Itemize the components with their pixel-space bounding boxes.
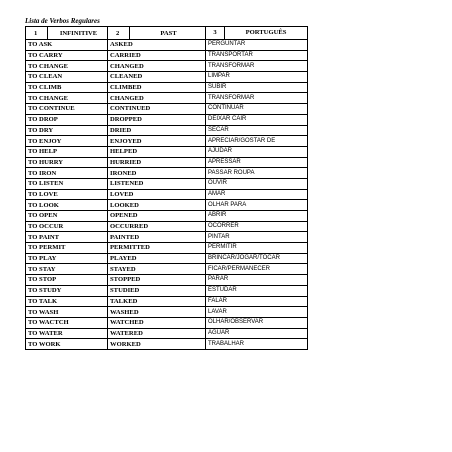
infinitive-cell: TO CHANGE [26,93,108,104]
portugues-cell: OUVIR [206,178,308,189]
header-portugues: PORTUGUÊS [245,29,287,36]
portugues-cell: TRANSFORMAR [206,93,308,104]
infinitive-cell: TO STOP [26,275,108,286]
past-cell: ASKED [108,40,206,51]
table-row [26,136,308,147]
document-page [25,17,307,350]
table-row [26,189,308,200]
table-row [26,168,308,179]
infinitive-cell: TO DROP [26,114,108,125]
portugues-cell: PERMITIR [206,243,308,254]
table-row [26,114,308,125]
infinitive-cell: TO STUDY [26,285,108,296]
portugues-cell: ESTUDAR [206,285,308,296]
past-cell: PERMITTED [108,243,206,254]
table-row [26,157,308,168]
past-cell: IRONED [108,168,206,179]
table-row [26,328,308,339]
header-number-1: 1 [26,27,48,40]
portugues-cell: OLHAR/OBSERVAR [206,317,308,328]
header-past: PAST [130,27,206,40]
table-row [26,232,308,243]
portugues-cell: PARAR [206,275,308,286]
past-cell: LOOKED [108,200,206,211]
past-cell: WATERED [108,328,206,339]
infinitive-cell: TO PERMIT [26,243,108,254]
table-row [26,243,308,254]
past-cell: HELPED [108,146,206,157]
past-cell: CONTINUED [108,104,206,115]
portugues-cell: APRESSAR [206,157,308,168]
infinitive-cell: TO HURRY [26,157,108,168]
past-cell: DRIED [108,125,206,136]
past-cell: CLEANED [108,72,206,83]
infinitive-cell: TO HELP [26,146,108,157]
infinitive-cell: TO STAY [26,264,108,275]
infinitive-cell: TO DRY [26,125,108,136]
infinitive-cell: TO WATER [26,328,108,339]
header-infinitive: INFINITIVE [48,27,108,40]
verbs-table [25,26,308,350]
infinitive-cell: TO CARRY [26,50,108,61]
portugues-cell: DEIXAR CAIR [206,114,308,125]
past-cell: HURRIED [108,157,206,168]
table-row [26,104,308,115]
portugues-cell: PASSAR ROUPA [206,168,308,179]
table-row [26,82,308,93]
header-number-3: 3 [206,27,225,39]
infinitive-cell: TO IRON [26,168,108,179]
past-cell: CHANGED [108,93,206,104]
portugues-cell: TRANSFORMAR [206,61,308,72]
portugues-cell: LAVAR [206,307,308,318]
infinitive-cell: TO CLEAN [26,72,108,83]
past-cell: TALKED [108,296,206,307]
portugues-cell: BRINCAR/JOGAR/TOCAR [206,253,308,264]
infinitive-cell: TO PAINT [26,232,108,243]
infinitive-cell: TO TALK [26,296,108,307]
table-row [26,307,308,318]
portugues-cell: SUBIR [206,82,308,93]
infinitive-cell: TO OCCUR [26,221,108,232]
infinitive-cell: TO WASH [26,307,108,318]
table-row [26,125,308,136]
past-cell: LISTENED [108,178,206,189]
table-row [26,61,308,72]
infinitive-cell: TO OPEN [26,211,108,222]
past-cell: WORKED [108,339,206,350]
table-row [26,285,308,296]
portugues-cell: TRANSPORTAR [206,50,308,61]
infinitive-cell: TO CONTINUE [26,104,108,115]
past-cell: OPENED [108,211,206,222]
portugues-cell: CONTINUAR [206,104,308,115]
table-row [26,146,308,157]
portugues-cell: LIMPAR [206,72,308,83]
table-row [26,72,308,83]
table-row [26,221,308,232]
document-title: Lista de Verbos Regulares [25,17,100,25]
infinitive-cell: TO PLAY [26,253,108,264]
portugues-cell: FALAR [206,296,308,307]
infinitive-cell: TO WACTCH [26,317,108,328]
table-row [26,211,308,222]
portugues-cell: AMAR [206,189,308,200]
past-cell: ENJOYED [108,136,206,147]
infinitive-cell: TO ENJOY [26,136,108,147]
infinitive-cell: TO CHANGE [26,61,108,72]
past-cell: LOVED [108,189,206,200]
portugues-cell: OLHAR PARA [206,200,308,211]
header-number-2: 2 [108,27,130,40]
past-cell: PLAYED [108,253,206,264]
portugues-cell: PINTAR [206,232,308,243]
table-row [26,339,308,350]
table-row [26,200,308,211]
past-cell: DROPPED [108,114,206,125]
portugues-cell: APRECIAR/GOSTAR DE [206,136,308,147]
infinitive-cell: TO LOVE [26,189,108,200]
table-row [26,50,308,61]
portugues-cell: AGUAR [206,328,308,339]
infinitive-cell: TO LISTEN [26,178,108,189]
past-cell: WASHED [108,307,206,318]
past-cell: CLIMBED [108,82,206,93]
infinitive-cell: TO ASK [26,40,108,51]
portugues-cell: AJUDAR [206,146,308,157]
infinitive-cell: TO LOOK [26,200,108,211]
infinitive-cell: TO CLIMB [26,82,108,93]
past-cell: STAYED [108,264,206,275]
table-row [26,317,308,328]
past-cell: OCCURRED [108,221,206,232]
table-row [26,93,308,104]
past-cell: STUDIED [108,285,206,296]
portugues-cell: FICAR/PERMANECER [206,264,308,275]
header-portugues-cell [206,27,308,40]
past-cell: CHANGED [108,61,206,72]
portugues-cell: OCORRER [206,221,308,232]
past-cell: WATCHED [108,317,206,328]
table-row [26,264,308,275]
infinitive-cell: TO WORK [26,339,108,350]
past-cell: PAINTED [108,232,206,243]
past-cell: CARRIED [108,50,206,61]
table-row [26,178,308,189]
table-header-row [26,27,308,40]
past-cell: STOPPED [108,275,206,286]
portugues-cell: SECAR [206,125,308,136]
table-row [26,253,308,264]
table-row [26,40,308,51]
portugues-cell: TRABALHAR [206,339,308,350]
portugues-cell: PERGUNTAR [206,40,308,51]
table-row [26,275,308,286]
table-row [26,296,308,307]
portugues-cell: ABRIR [206,211,308,222]
